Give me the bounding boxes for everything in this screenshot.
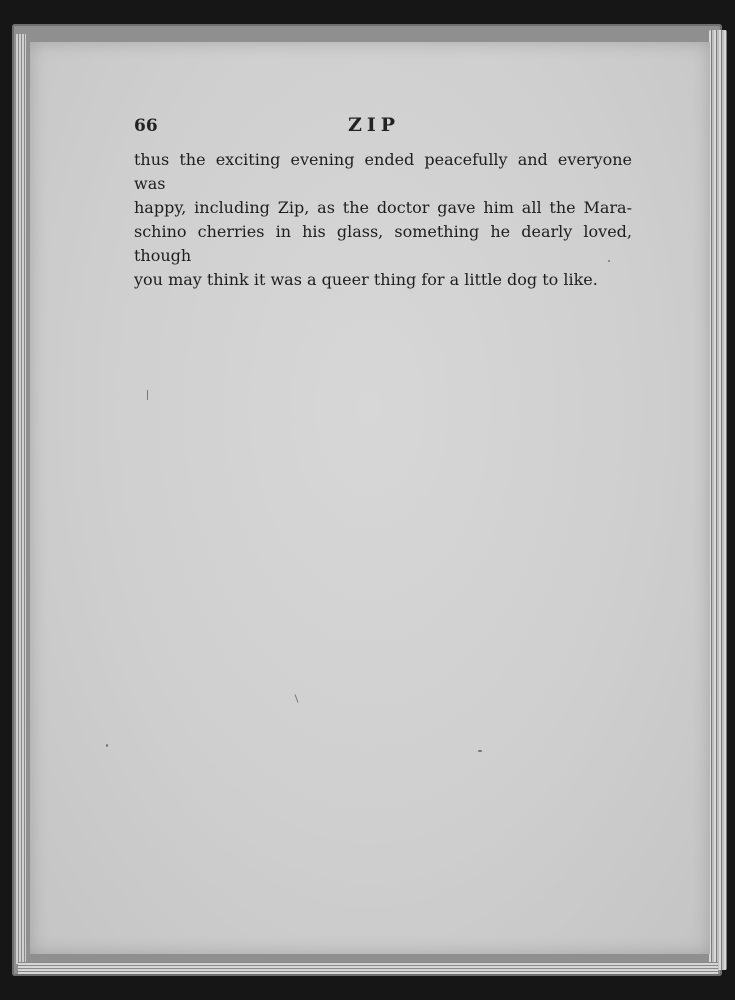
paper-speck — [294, 694, 298, 703]
text-line: happy, including Zip, as the doctor gave him all the Mara- — [134, 198, 632, 217]
page-edges-left — [16, 34, 26, 964]
text-line: you may think it was a queer thing for a little dog to like. — [134, 270, 598, 289]
paper-speck — [608, 260, 610, 262]
paper-speck — [147, 390, 148, 400]
body-paragraph — [134, 148, 632, 292]
paper-speck — [106, 744, 108, 747]
paper-speck — [478, 750, 482, 752]
text-line: thus the exciting evening ended peacefully and everyone was — [134, 150, 632, 193]
book-title: ZIP — [347, 114, 401, 136]
page-number: 66 — [134, 116, 158, 136]
page-edges-bottom — [18, 962, 718, 974]
page-sheet — [30, 42, 710, 954]
text-line: schino cherries in his glass, something he dearly loved, though — [134, 222, 632, 265]
running-head — [134, 114, 614, 138]
page-edges-right — [709, 30, 727, 970]
